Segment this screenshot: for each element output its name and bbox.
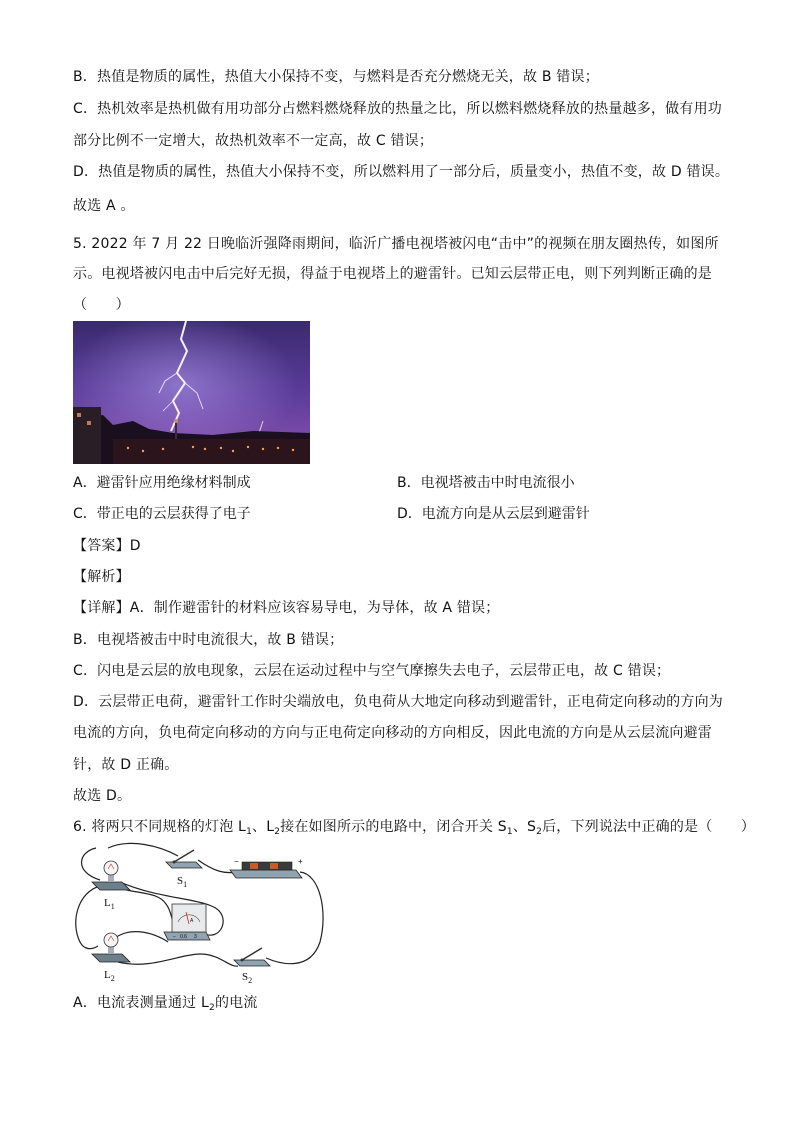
battery-icon (230, 862, 302, 878)
q5-option-d: D．电流方向是从云层到避雷针 (397, 506, 590, 522)
switch-s2-icon (234, 948, 270, 966)
line-q4-c1: C．热机效率是热机做有用功部分占燃料燃烧释放的热量之比，所以燃料燃烧释放的热量越多，做有用功 (73, 101, 722, 117)
ammeter-icon (164, 904, 210, 940)
q6-option-a (73, 994, 258, 1017)
q5-answer: 【答案】D (73, 538, 141, 554)
bulb-l1-icon (92, 861, 130, 890)
q6-stem-part: 、L (252, 819, 275, 835)
q6-stem-part: 、S (512, 819, 537, 835)
circuit-diagram (70, 842, 330, 988)
q5-choose: 故选 D。 (73, 788, 132, 804)
q5-detail-d2: 电流的方向，负电荷定向移动的方向与正电荷定向移动的方向相反，因此电流的方向是从云层流向避雷 (73, 725, 712, 741)
q6-subscript: 1 (246, 827, 252, 837)
line-q4-choose: 故选 A 。 (73, 198, 135, 214)
label-l2: $L_2$ (104, 969, 115, 983)
q6-subscript: 1 (506, 827, 513, 837)
q5-option-c: C．带正电的云层获得了电子 (73, 506, 251, 522)
q5-detail-c: C．闪电是云层的放电现象，云层在运动过程中与空气摩擦失去电子，云层带正电，故 C 错误； (73, 663, 671, 679)
q6-subscript: 2 (274, 827, 281, 837)
q5-option-a: A．避雷针应用绝缘材料制成 (73, 475, 251, 491)
line-q4-b: B．热值是物质的属性，热值大小保持不变，与燃料是否充分燃烧无关，故 B 错误； (73, 69, 599, 85)
q5-stem-line3: （ ） (73, 297, 130, 313)
line-q4-d: D．热值是物质的属性，热值大小保持不变，所以燃料用了一部分后，质量变小，热值不变，故 D 错误。 (73, 164, 730, 180)
q6-stem-part: 后，下列说法中正确的是（ ） (542, 819, 756, 835)
q6-subscript: 2 (209, 1003, 215, 1013)
q6-option-a-part: 的电流 (214, 995, 258, 1011)
lightning-tower-photo (73, 321, 310, 464)
q5-analysis-heading: 【解析】 (73, 569, 130, 585)
label-s2: $S_2$ (242, 971, 253, 985)
ammeter-3-terminal: 3 (194, 934, 197, 940)
line-q4-c2: 部分比例不一定增大，故热机效率不一定高，故 C 错误； (73, 133, 434, 149)
q6-stem-part: 6. 将两只不同规格的灯泡 L (73, 819, 247, 835)
battery-minus-label: − (234, 857, 239, 866)
bulb-l2-icon (92, 933, 130, 962)
q6-stem (73, 818, 755, 841)
q6-stem-part: 接在如图所示的电路中，闭合开关 S (280, 819, 507, 835)
battery-plus-label: + (298, 857, 303, 866)
q5-stem-line2: 示。电视塔被闪电击中后完好无损，得益于电视塔上的避雷针。已知云层带正电，则下列判断正确的是 (73, 266, 712, 282)
ammeter-minus-terminal: − (173, 934, 176, 940)
label-s1: $S_1$ (177, 875, 188, 889)
q5-stem-line1: 5. 2022 年 7 月 22 日晚临沂强降雨期间，临沂广播电视塔被闪电“击中”的视频在朋友圈热传，如图所 (73, 236, 719, 252)
ammeter-unit-label: A (190, 918, 194, 924)
q5-detail-b: B．电视塔被击中时电流很大，故 B 错误； (73, 632, 344, 648)
ammeter-06-terminal: 0.6 (180, 934, 187, 940)
q5-detail-d1: D．云层带正电荷，避雷针工作时尖端放电，负电荷从大地定向移动到避雷针，正电荷定向移动的方向为 (73, 694, 723, 710)
q5-option-b: B．电视塔被击中时电流很小 (397, 475, 575, 491)
q6-option-a-part: A．电流表测量通过 L (73, 995, 210, 1011)
q5-detail-d3: 针，故 D 正确。 (73, 757, 179, 773)
label-l1: $L_1$ (104, 897, 115, 911)
q5-detail-a: 【详解】A．制作避雷针的材料应该容易导电，为导体，故 A 错误； (73, 600, 500, 616)
q6-subscript: 2 (536, 827, 543, 837)
